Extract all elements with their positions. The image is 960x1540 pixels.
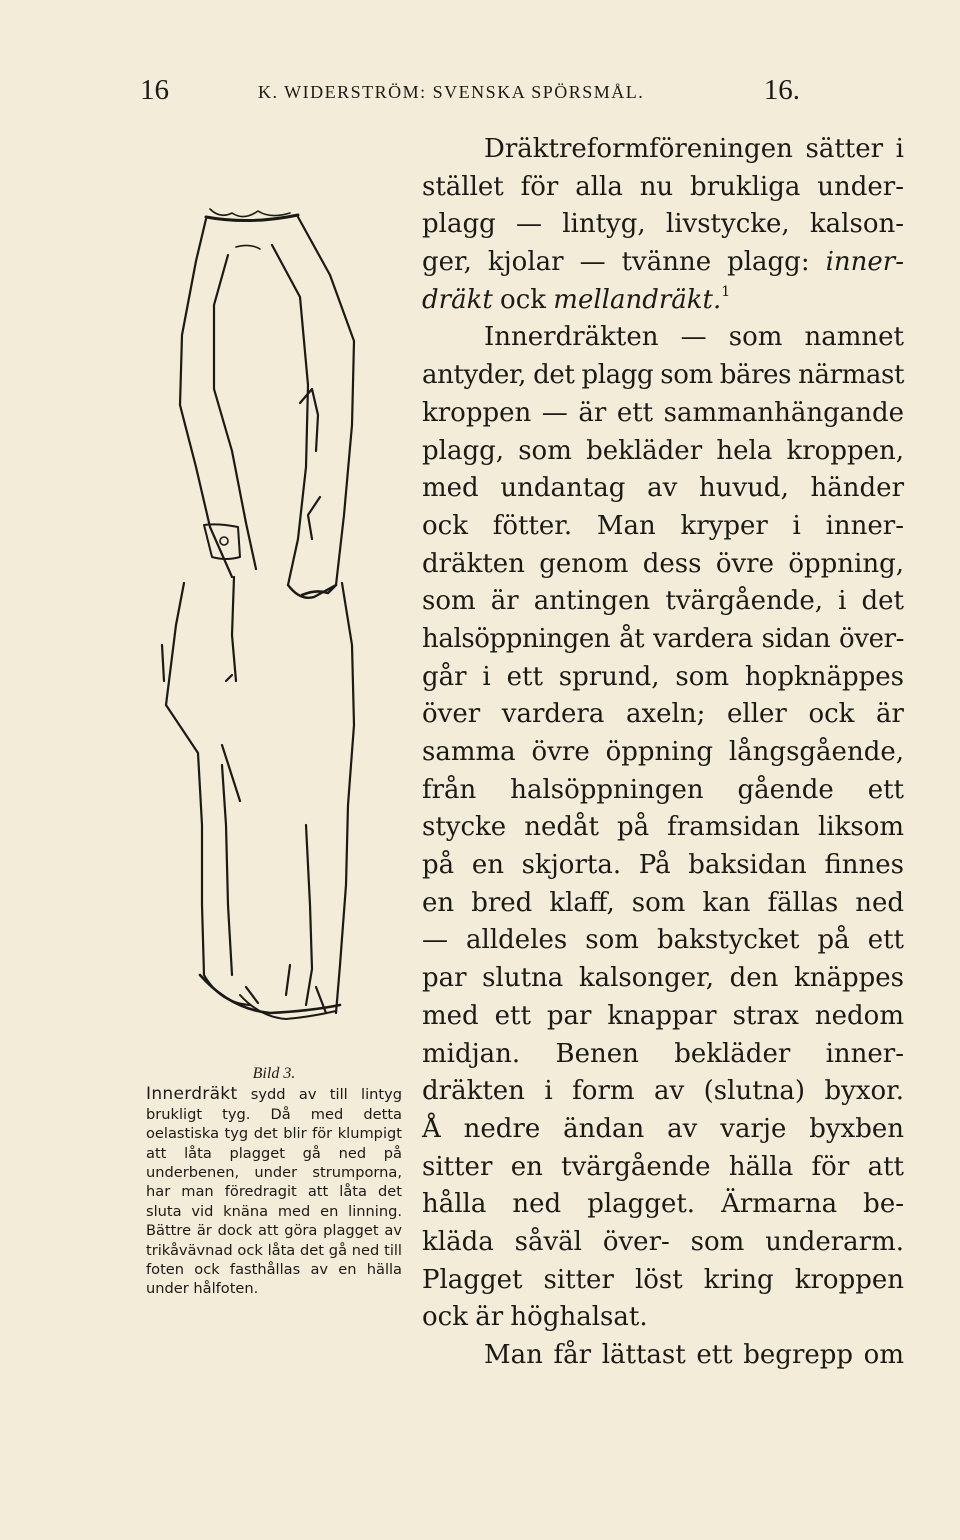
- text-line: antyder, det plagg som bäres närmast: [422, 360, 904, 391]
- text-line: Å nedre ändan av varje byxben: [422, 1113, 904, 1144]
- text-line: sitter en tvärgående hälla för att: [422, 1151, 904, 1182]
- italic-term: mellandräkt.: [553, 284, 722, 315]
- text-line: plagg, som bekläder hela kroppen,: [422, 435, 904, 466]
- text-line: [422, 244, 904, 282]
- text-line: kläda såväl över- som underarm.: [422, 1226, 904, 1257]
- figure-label: Bild 3.: [252, 1065, 296, 1082]
- caption-title: Innerdräkt: [146, 1084, 238, 1105]
- text-line: [422, 282, 904, 320]
- text-line: Dräktreformföreningen sätter i: [484, 134, 904, 164]
- text-line: midjan. Benen bekläder inner-: [422, 1038, 904, 1069]
- text-line: Innerdräkten — som namnet: [484, 322, 904, 353]
- text-line: stället för alla nu brukliga under-: [422, 171, 904, 202]
- text-line: som är antingen tvärgående, i det: [422, 586, 904, 617]
- text-line: dräkten i form av (slutna) byxor.: [422, 1076, 904, 1107]
- text-span: ger, kjolar — tvänne plagg:: [422, 247, 810, 278]
- text-line: plagg — lintyg, livstycke, kalson-: [422, 209, 904, 240]
- text-line: Plagget sitter löst kring kroppen: [422, 1264, 904, 1295]
- page-number-right: 16.: [763, 74, 800, 106]
- text-line: stycke nedåt på framsidan liksom: [422, 812, 904, 843]
- text-line: par slutna kalsonger, den knäppes: [422, 963, 904, 994]
- text-line: ock fötter. Man kryper i inner-: [422, 510, 904, 541]
- text-line: med ett par knappar strax nedom: [422, 1000, 904, 1031]
- text-line: samma övre öppning långsgående,: [422, 737, 904, 767]
- running-header: [140, 74, 800, 114]
- text-line: med undantag av huvud, händer: [422, 473, 904, 504]
- text-line: på en skjorta. På baksidan finnes: [422, 850, 904, 881]
- garment-illustration: [140, 205, 370, 1035]
- text-line: halsöppningen åt vardera sidan över-: [422, 623, 904, 654]
- page-number-left: 16: [140, 74, 169, 106]
- caption-text: sydd av till lintyg brukligt tyg. Då med detta oelastiska tyg det blir för klumpigt att låta plagget gå ned på underbenen, under strumporna, har man föredragit att låta det sluta vid knäna med en linning. Bättre är dock att göra plagget av trikåvävnad ock låta det gå ned till foten ock fasthållas av en hälla under hålfoten.: [146, 1086, 402, 1298]
- text-line: — alldeles som bakstycket på ett: [422, 925, 904, 956]
- italic-term: inner-: [825, 247, 904, 278]
- text-line: från halsöppningen gående ett: [422, 774, 904, 805]
- text-line: Man får lättast ett begrepp om: [484, 1340, 904, 1370]
- text-line: över vardera axeln; eller ock är: [422, 699, 904, 730]
- body-text-column: [422, 131, 904, 1375]
- running-title: K. WIDERSTRÖM: SVENSKA SPÖRSMÅL.: [258, 82, 645, 102]
- text-span: ock: [500, 284, 547, 315]
- text-line: dräkten genom dess övre öppning,: [422, 548, 904, 579]
- text-line: går i ett sprund, som hopknäppes: [422, 661, 904, 692]
- text-line: en bred klaff, som kan fällas ned: [422, 887, 904, 918]
- text-line: ock är höghalsat.: [422, 1302, 648, 1333]
- italic-term: dräkt: [422, 284, 493, 315]
- footnote-marker: 1: [721, 283, 731, 300]
- figure-caption: [146, 1064, 402, 1299]
- text-line: hålla ned plagget. Ärmarna be-: [422, 1189, 904, 1220]
- text-line: kroppen — är ett sammanhängande: [422, 397, 904, 428]
- innerdrakt-drawing: [140, 205, 370, 1035]
